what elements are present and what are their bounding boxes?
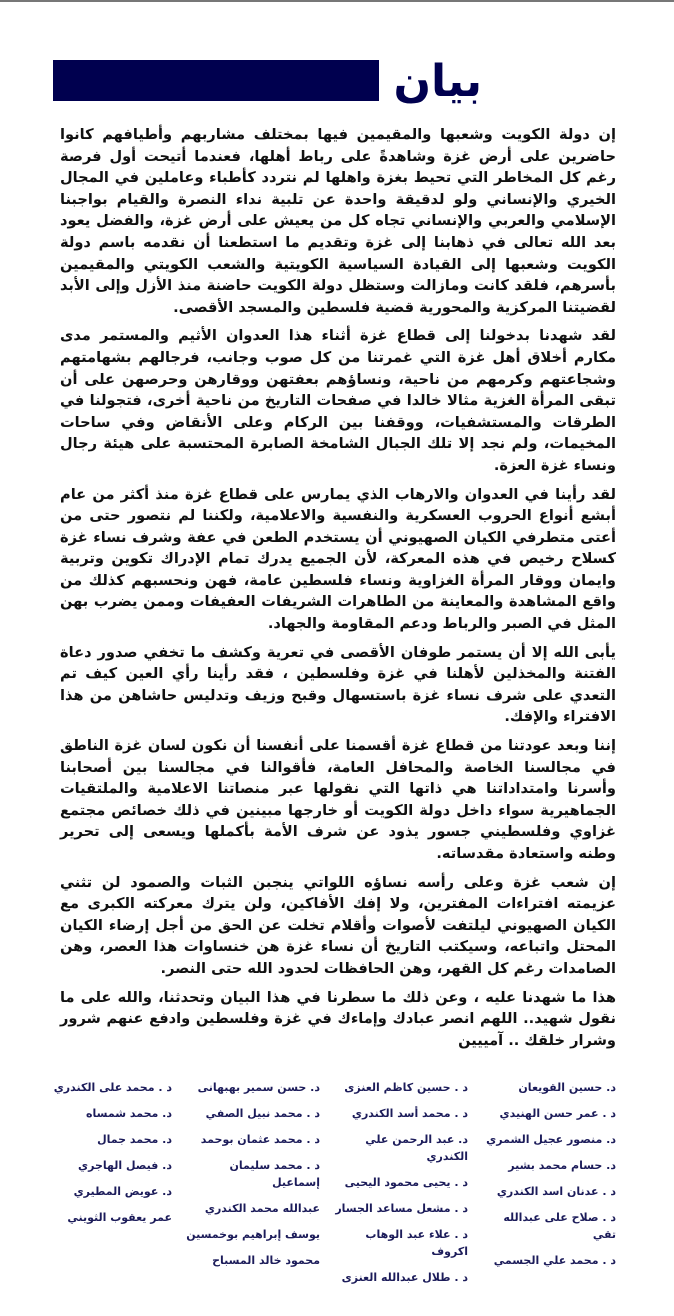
signatory-name: د. حسن سمير بهبهانى: [197, 1081, 320, 1095]
paragraph: إن شعب غزة وعلى رأسه نساؤه اللواتي ينجبن الثبات والصمود لن تثني عزيمته افتراءات المفترين، ولا إفك الأفاكين، ولن يترك معركته الكبرى مع الكيان الصهيوني ليلتفت لأصوات وأقلام تخلت عن الحق من أجل إرضاء الكيان المحتل واتباعه، وسيكتب التاريخ أن نساء غزة هن خنساوات هذا العصر، وهن الصامدات رغم كل القهر، وهن الحافظات لحدود الله حتى النصر.: [60, 873, 616, 977]
paragraph: إننا وبعد عودتنا من قطاع غزة أقسمنا على أنفسنا أن نكون لسان غزة الناطق في مجالسنا الخاصة والمحافل العامة، فأقوالنا في مجالسنا بين أصحابنا وأسرنا وامتداداتنا هي ذاتها التي نقولها عبر منصاتنا الاعلامية والملتقيات الجماهيرية سواء داخل دولة الكويت أو خارجها مبينين في ذلك خصائص مجتمع غزاوي وفلسطيني جسور يذود عن شرف الأمة بأكملها ويسعى إلى تحرير وطنه واستعادة مقدساته.: [60, 737, 616, 862]
signatory-name: يوسف إبراهيم بوخمسين: [186, 1228, 320, 1242]
signatory-column: [36, 1079, 172, 1286]
signatory-name: د . عمر حسن الهنيدي: [499, 1107, 616, 1121]
signatory-name: د . محمد علي الجسمي: [493, 1254, 616, 1268]
paragraph: هذا ما شهدنا عليه ، وعن ذلك ما سطرنا في هذا البيان وتحدثنا، والله على ما نقول شهيد.. اللهم انصر عبادك وإماءك في غزة وفلسطين وادفع عنهم شرور وشرار خلقك .. آمييين: [60, 988, 616, 1049]
signatory-name: د. حسين القويعان: [518, 1081, 616, 1095]
signatory-name: د. محمد جمال: [97, 1133, 172, 1147]
signatory-name: د . يحيى محمود اليحيى: [344, 1176, 468, 1190]
signatory-name: د . عدنان اسد الكندري: [496, 1185, 616, 1199]
signatory-name: عبدالله محمد الكندري: [204, 1202, 320, 1216]
signatory-name: د . محمد سليمان إسماعيل: [229, 1159, 320, 1190]
signatories: [36, 1079, 616, 1286]
signatory-name: د . محمد عثمان بوحمد: [200, 1133, 320, 1147]
signatory-name: د . حسين كاظم العنزى: [344, 1081, 468, 1095]
signatory-column: [184, 1079, 320, 1286]
signatory-column: [480, 1079, 616, 1286]
paragraph: لقد شهدنا بدخولنا إلى قطاع غزة أثناء هذا العدوان الأثيم والمستمر مدى مكارم أخلاق أهل غزة التي غمرتنا من كل صوب وجانب، فرجالهم بشهامتهم وشجاعتهم وكرمهم من ناحية، ونساؤهم بعفتهن ووقارهن وحرصهن على أن تبقى المرأة الغزية مثالا خالدا في صفحات التاريخ من ناحية أخرى، فتجولنا في الطرقات والمستشفيات، ووقفنا بين الركام وعلى الأنقاض وفي ساحات المخيمات، ولم نجد إلا تلك الجبال الشامخة الصابرة المحتسبة على هيئة رجال ونساء غزة العزة.: [60, 327, 616, 474]
signatory-name: د. منصور عجيل الشمري: [486, 1133, 616, 1147]
statement-body: [60, 124, 616, 1051]
signatory-name: عمر يعقوب الثويني: [67, 1211, 172, 1225]
signatory-name: د . طلال عبدالله العنزى: [341, 1271, 468, 1285]
signatory-name: د. عبد الرحمن علي الكندري: [365, 1133, 468, 1164]
signatory-name: د . محمد على الكندري: [53, 1081, 172, 1095]
signatory-name: د . مشعل مساعد الجسار: [335, 1202, 468, 1216]
signatory-column: [332, 1079, 468, 1286]
signatory-name: محمود خالد المسباح: [212, 1254, 320, 1268]
signatory-name: د . صلاح على عبدالله تقي: [503, 1211, 616, 1242]
paragraph: إن دولة الكويت وشعبها والمقيمين فيها بمختلف مشاربهم وأطيافهم كانوا حاضرين على أرض غزة وشاهدةً على رباط أهلها، فعندما أتيحت أول فرصة رغم كل المخاطر التي تحيط بغزة واهلها لم نتردد كأطباء وعاملين في المجال الخيري والإنساني ولو لدقيقة واحدة عن تلبية نداء النصرة والقيام بواجبنا الإسلامي والعربي والإنساني تجاه كل من يعيش على أرض غزة، والفضل يعود بعد الله تعالى في ذهابنا إلى غزة وتقديم ما استطعنا أن نقدمه باسم دولة الكويت وشعبها إلى القيادة السياسية الكويتية والشعب الكويتي والمقيمين بأسرهم، فلقد كانت ومازالت وستظل دولة الكويت حاضنة منذ الأزل وإلى الأبد لقضيتنا المركزية والمحورية قضية فلسطين والمسجد الأقصى.: [60, 126, 616, 316]
header-bar: [53, 60, 379, 101]
signatory-name: د . محمد نبيل الصفي: [205, 1107, 320, 1121]
paragraph: يأبى الله إلا أن يستمر طوفان الأقصى في تعرية وكشف ما تخفي صدور دعاة الفتنة والمخذلين لأهلنا في غزة وفلسطين ، فقد رأينا رأي العين كيف تم التعدي على شرف نساء غزة باستسهال وقبح وزيف وتدليس حاشاهن من هذا الافتراء والإفك.: [60, 643, 616, 726]
top-border: [0, 0, 674, 2]
signatory-name: د . علاء عبد الوهاب اكروف: [365, 1228, 468, 1259]
signatory-name: د. فيصل الهاجري: [78, 1159, 172, 1173]
signatory-name: د . محمد أسد الكندري: [351, 1107, 468, 1121]
paragraph: لقد رأينا في العدوان والارهاب الذي يمارس على قطاع غزة منذ أكثر من عام أبشع أنواع الحروب العسكرية والنفسية والاعلامية، ولكننا لم نتصور حتى من أعتى متطرفي الكيان الصهيوني أن يستخدم الطعن في عفة وشرف نساء غزة كسلاح رخيص في هذه المعركة، لأن الجميع يدرك تمام الإدراك تكوين وتربية وايمان ووقار المرأة الغزاوية ونساء فلسطين عامة، فهن ونحسبهم كذلك من واقع المشاهدة والمعاينة من الطاهرات الشريفات العفيفات وممن يضرب بهن المثل في الصبر والرباط ودعم المقاومة والجهاد.: [60, 485, 616, 633]
page-title: بيان: [393, 56, 482, 107]
signatory-name: د. عويض المطيري: [73, 1185, 172, 1199]
signatory-name: د. محمد شمساه: [86, 1107, 172, 1121]
signatory-name: د. حسام محمد بشير: [508, 1159, 616, 1173]
